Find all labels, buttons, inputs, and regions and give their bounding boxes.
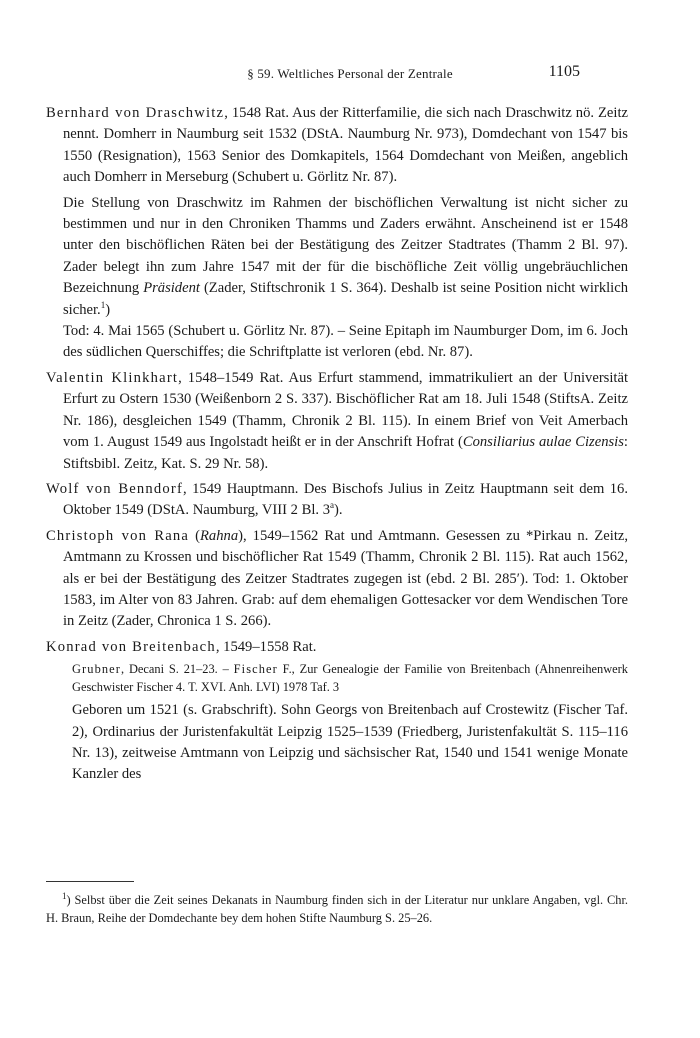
italic-term: Consiliarius aulae Cizensis xyxy=(462,434,624,451)
entry-klinkhart xyxy=(46,368,628,475)
footnote xyxy=(46,892,628,927)
paragraph-text: ) xyxy=(105,301,111,318)
entry-text: ( xyxy=(189,527,201,544)
entry-paragraph xyxy=(46,321,628,364)
paragraph-text: Die Stellung von Draschwitz im Rahmen der bischöflichen Verwaltung ist nicht sicher zu bestimmen und nur in den Chroniken Thamms und Zaders erwähnt. Anscheinend ist er 1548 unter den bischöflichen Räten bei der Bestätigung des Zeitzer Stadtrates (Thamm 2 Bl. 97). Zader belegt ihn zum Jahre 1547 mit der für die bischöfliche Zeit völlig ungebräuchlichen Bezeichnung xyxy=(63,194,628,297)
paragraph-text: Tod: 4. Mai 1565 (Schubert u. Görlitz Nr. 87). – Seine Epitaph im Naumburger Dom, im 6. Joch des südlichen Querschiffes; die Schriftplatte ist verloren (ebd. Nr. 87). xyxy=(63,323,628,361)
entry-text: , 1549 Hauptmann. Des Bischofs Julius in Zeitz Hauptmann seit dem 16. Oktober 1549 (DStA. Naumburg, VIII 2 Bl. 3 xyxy=(63,480,628,519)
section-title: § 59. Weltliches Personal der Zentrale xyxy=(247,66,453,81)
page-number: 1105 xyxy=(548,63,580,80)
entry-text: : Stiftsbibl. Zeitz, Kat. S. 29 Nr. 58). xyxy=(63,434,628,472)
entry-text: , 1548 Rat. Aus der Ritterfamilie, die sich nach Draschwitz nö. Zeitz nennt. Domherr in Naumburg seit 1532 (DStA. Naumburg Nr. 973), Domdechant von 1547 bis 1550 (Resignation), 1563 Senior des Domkapitels, 1564 Domdechant von Meißen, angeblich auch Domherr in Merseburg (Schubert u. Görlitz Nr. 87). xyxy=(63,105,628,186)
entry-text: ). xyxy=(334,502,343,519)
entry-paragraph xyxy=(46,193,628,321)
italic-term: Rahna xyxy=(200,527,239,544)
entry-benndorf xyxy=(46,479,628,522)
person-name: Valentin Klinkhart xyxy=(46,369,179,386)
entry-text: ), 1549–1562 Rat und Amtmann. Gesessen zu *Pirkau n. Zeitz, Amtmann zu Krossen und bischöflicher Rat 1549 (Thamm, Chronik 2 Bl. 115). Rat auch 1562, als er bei der Bestätigung des Zeitzer Stadtrates zugegen ist (ebd. 2 Bl. 285′). Tod: 1. Oktober 1583, im Alter von 83 Jahren. Grab: auf dem ehemaligen Gottesacker vor dem Wendischen Tore in Zeitz (Zader, Chronica 1 S. 266). xyxy=(63,527,629,630)
entry-text: , 1549–1558 Rat. xyxy=(215,638,317,655)
superscript: a xyxy=(330,500,334,511)
footnote-divider xyxy=(46,881,134,882)
person-name: Konrad von Breitenbach xyxy=(46,638,216,655)
main-text xyxy=(46,103,628,786)
entry-breitenbach xyxy=(46,637,628,658)
entry-rana xyxy=(46,526,628,633)
paragraph-text: Geboren um 1521 (s. Grabschrift). Sohn Georgs von Breitenbach auf Crostewitz (Fischer Taf. 2), Ordinarius der Juristenfakultät Leipzig 1525–1539 (Friedberg, Juristenfakultät S. 115–116 Nr. 13), zeitweise Amtmann von Leipzig und sächsischer Rat, 1540 und 1541 wenige Monate Kanzler des xyxy=(72,702,628,783)
author-name: Grubner xyxy=(72,662,121,677)
paragraph-text: (Zader, Stiftschronik 1 S. 364). Deshalb ist seine Position nicht wirklich sicher. xyxy=(63,280,628,318)
running-header xyxy=(0,63,700,88)
entry-text: , 1548–1549 Rat. Aus Erfurt stammend, immatrikuliert an der Universität Erfurt zu Ostern 1530 (Weißenborn 2 S. 337). Bischöflicher Rat am 18. Juli 1548 (StiftsA. Zeitz Nr. 186), desgleichen 1549 (Thamm, Chronik 2 Bl. 115). In einem Brief von Veit Amerbach vom 1. August 1549 aus Ingolstadt heißt er in der Anschrift Hofrat ( xyxy=(63,369,629,451)
person-name: Christoph von Rana xyxy=(46,527,190,544)
entry-paragraph xyxy=(46,700,628,786)
italic-term: Präsident xyxy=(143,280,200,297)
literature-text: , Decani S. 21–23. – xyxy=(121,662,234,677)
entry-draschwitz xyxy=(46,103,628,189)
person-name: Bernhard von Draschwitz xyxy=(46,105,225,121)
literature-text: F., Zur Genealogie der Familie von Breitenbach (Ahnenreihenwerk Geschwister Fischer 4. T. XVI. Anh. LVI) 1978 Taf. 3 xyxy=(72,662,628,694)
footnote-ref: 1 xyxy=(100,299,106,310)
footnote-marker: 1 xyxy=(62,890,67,901)
literature-note xyxy=(46,661,628,696)
person-name: Wolf von Benndorf xyxy=(46,480,184,497)
author-name: Fischer xyxy=(233,662,278,677)
footnote-text: ) Selbst über die Zeit seines Dekanats in Naumburg finden sich in der Literatur nur unklare Angaben, vgl. Chr. H. Braun, Reihe der Domdechante bey dem hohen Stifte Naumburg S. 25–26. xyxy=(46,893,628,925)
